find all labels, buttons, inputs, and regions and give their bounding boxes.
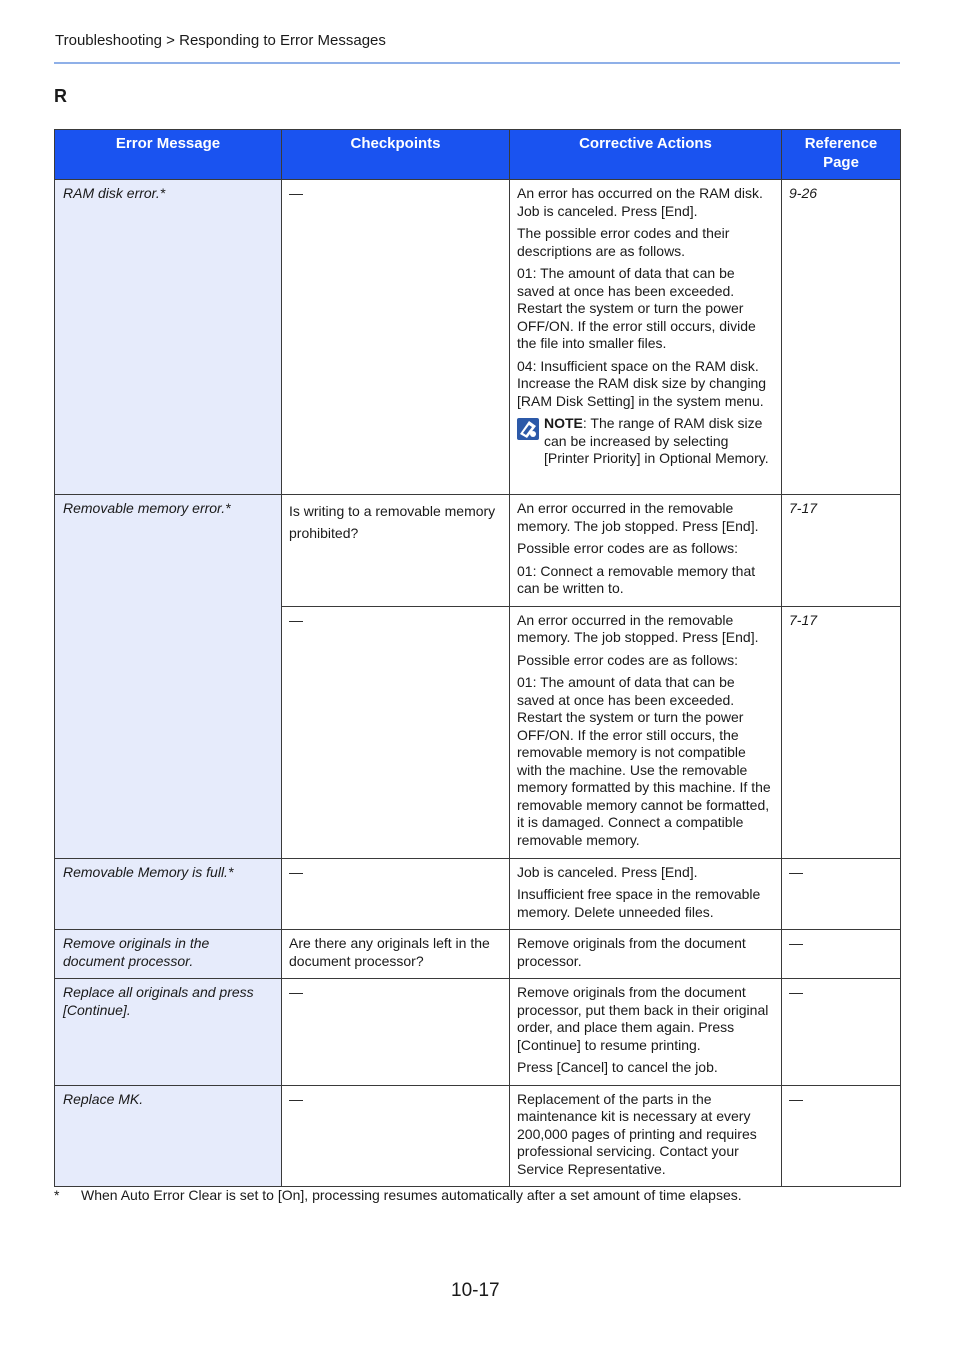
checkpoint-text: Is writing to a removable memory prohibited? [289, 503, 496, 541]
reference-page-cell: 7-17 [782, 606, 901, 858]
corrective-actions-cell [510, 606, 782, 858]
error-message-cell: Replace all originals and press [Continue]. [55, 979, 282, 1086]
action-text: Job is canceled. Press [End]. [517, 863, 698, 880]
footnote-text: When Auto Error Clear is set to [On], processing resumes automatically after a set amount of time elapses. [81, 1187, 742, 1203]
footnote-marker: * [54, 1187, 60, 1203]
action-text: 01: The amount of data that can be saved at once has been exceeded. Restart the system or turn the power OFF/ON. If the error still occurs, divide the file into smaller files. [517, 265, 756, 351]
checkpoint-cell: — [282, 1085, 510, 1187]
column-header-error-message: Error Message [55, 130, 282, 180]
action-text: An error has occurred on the RAM disk. Job is canceled. Press [End]. [517, 185, 763, 219]
action-text: 01: The amount of data that can be saved at once has been exceeded. Restart the system or turn the power OFF/ON. If the error still occurs, the removable memory is not compatible with the machine. Use the removable memory formatted by this machine. If the removable memory cannot be formatted, it is damaged. Connect a compatible removable memory. [517, 674, 771, 848]
checkpoint-cell [282, 930, 510, 979]
corrective-actions-cell [510, 1085, 782, 1187]
reference-page-cell: 7-17 [782, 495, 901, 607]
note-text: : The range of RAM disk size can be increased by selecting [Printer Priority] in Optional Memory. [544, 415, 769, 466]
error-message-cell: Removable Memory is full.* [55, 858, 282, 930]
action-text: Insufficient free space in the removable memory. Delete unneeded files. [517, 886, 761, 920]
checkpoint-cell [282, 495, 510, 607]
corrective-actions-cell [510, 930, 782, 979]
header-divider [54, 62, 900, 64]
reference-page-cell: — [782, 979, 901, 1086]
table-row [55, 180, 901, 495]
checkpoint-cell: — [282, 180, 510, 495]
action-text: The possible error codes and their descriptions are as follows. [517, 225, 730, 259]
action-text: An error occurred in the removable memory. The job stopped. Press [End]. [517, 500, 759, 534]
section-letter: R [54, 86, 67, 106]
corrective-actions-cell [510, 180, 782, 495]
table-row [55, 930, 901, 979]
column-header-checkpoints: Checkpoints [282, 130, 510, 180]
note-label: NOTE [544, 415, 583, 431]
breadcrumb: Troubleshooting > Responding to Error Messages [55, 32, 386, 49]
footnote [54, 1187, 900, 1203]
action-text: Possible error codes are as follows: [517, 651, 738, 668]
reference-page-cell: — [782, 930, 901, 979]
corrective-actions-cell [510, 495, 782, 607]
corrective-actions-cell [510, 858, 782, 930]
column-header-corrective-actions: Corrective Actions [510, 130, 782, 180]
error-message-table [54, 129, 901, 1187]
note-block [517, 415, 774, 468]
checkpoint-cell: — [282, 858, 510, 930]
error-message-cell: Remove originals in the document processor. [55, 930, 282, 979]
corrective-actions-cell [510, 979, 782, 1086]
table-row [55, 979, 901, 1086]
action-text: Remove originals from the document processor, put them back in their original order, and place them again. Press [Continue] to resume printing. [517, 984, 769, 1053]
table-row [55, 858, 901, 930]
note-icon [517, 418, 539, 440]
action-text: Press [Cancel] to cancel the job. [517, 1059, 718, 1075]
action-text: Replacement of the parts in the maintenance kit is necessary at every 200,000 pages of printing and requires professional servicing. Contact your Service Representative. [517, 1090, 757, 1177]
action-text: Possible error codes are as follows: [517, 540, 738, 556]
checkpoint-cell: — [282, 606, 510, 858]
action-text: 01: Connect a removable memory that can be written to. [517, 562, 756, 596]
reference-page-cell: — [782, 858, 901, 930]
table-row [55, 1085, 901, 1187]
action-text: An error occurred in the removable memory. The job stopped. Press [End]. [517, 611, 759, 645]
error-message-cell: RAM disk error.* [55, 180, 282, 495]
table-header-row [55, 130, 901, 180]
reference-page-cell: 9-26 [782, 180, 901, 495]
error-message-cell: Removable memory error.* [55, 495, 282, 859]
page-number: 10-17 [451, 1280, 500, 1301]
table-row [55, 495, 901, 607]
checkpoint-text: Are there any originals left in the document processor? [289, 935, 490, 969]
column-header-reference-page: Reference Page [782, 130, 901, 180]
action-text: Remove originals from the document processor. [517, 935, 746, 969]
checkpoint-cell: — [282, 979, 510, 1086]
error-message-cell: Replace MK. [55, 1085, 282, 1187]
reference-page-cell: — [782, 1085, 901, 1187]
action-text: 04: Insufficient space on the RAM disk. Increase the RAM disk size by changing [RAM Disk Setting] in the system menu. [517, 357, 767, 409]
